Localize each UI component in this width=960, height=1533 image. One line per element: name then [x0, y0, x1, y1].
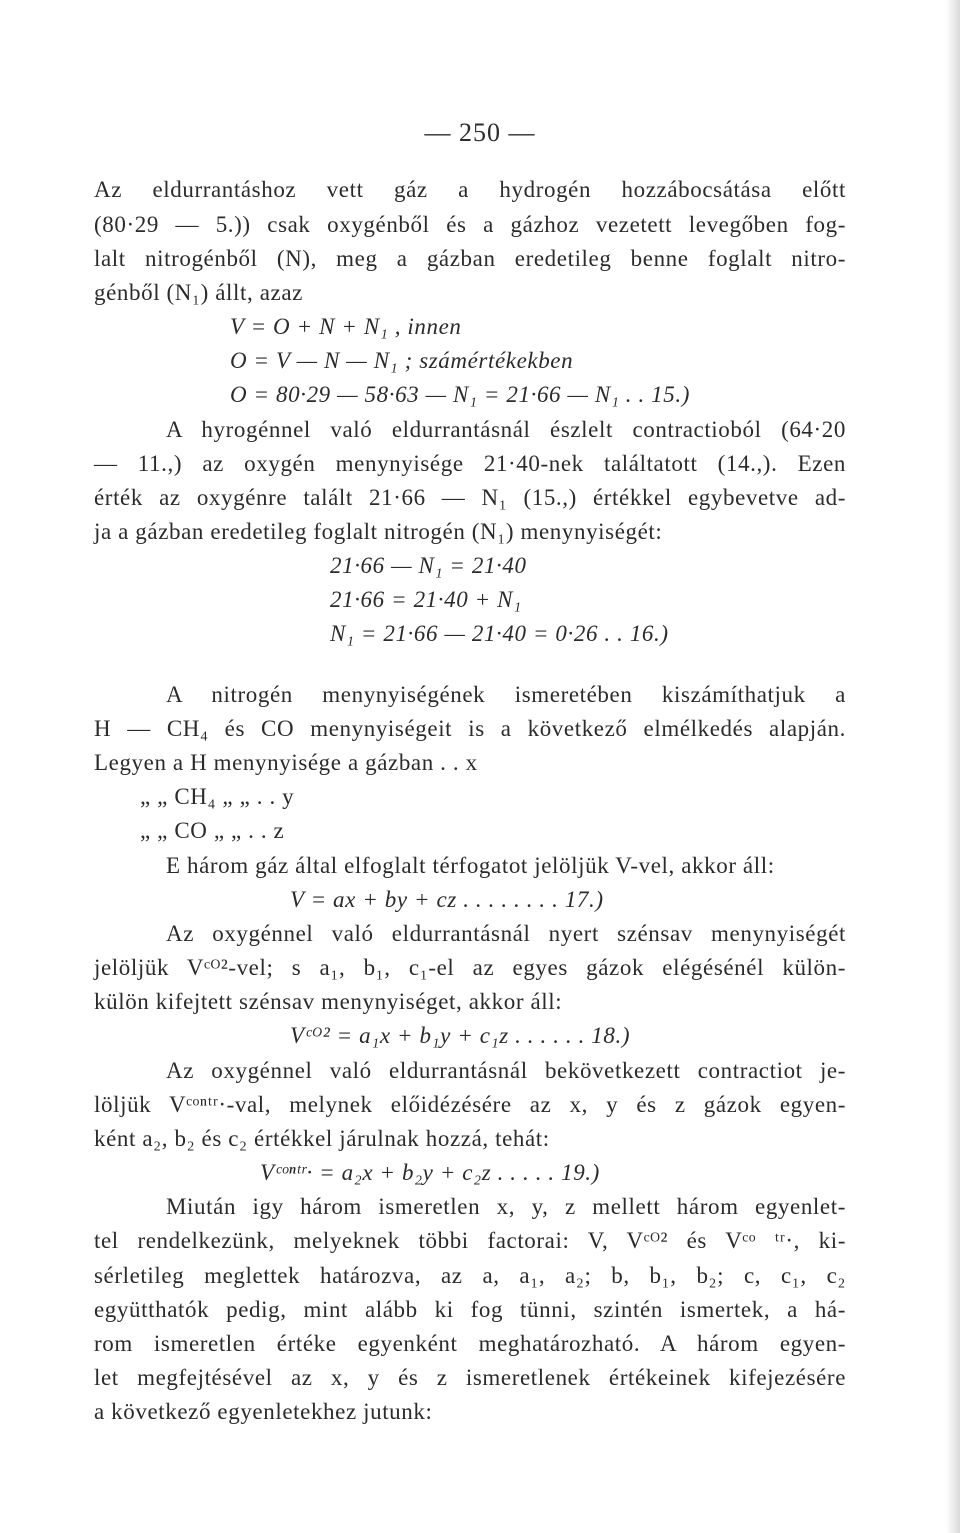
- equation-line: V = O + N + N₁ , innen: [230, 314, 462, 339]
- equation-line: O = V — N — N₁ ; számértékekben: [230, 348, 574, 373]
- text-line: — 11.,) az oxygén menynyisége 21·40-nek találtatott (14.,). Ezen: [94, 451, 846, 476]
- equation-line: Vᶜᴼ² = a₁x + b₁y + c₁z . . . . . . 18.): [290, 1023, 631, 1048]
- text-line: sérletileg meglettek határozva, az a, a₁, a₂; b, b₁, b₂; c, c₁, c₂: [94, 1263, 846, 1288]
- text-line: génből (N₁) állt, azaz: [94, 280, 303, 305]
- text-line: Miután igy három ismeretlen x, y, z mellett három egyenlet-: [166, 1194, 846, 1219]
- text-line: rom ismeretlen értéke egyenként meghatározható. A három egyen-: [94, 1331, 846, 1356]
- equation-line: N₁ = 21·66 — 21·40 = 0·26 . . 16.): [330, 621, 669, 646]
- text-line: lalt nitrogénből (N), meg a gázban eredetileg benne foglalt nitro-: [94, 246, 846, 271]
- text-line: Az oxygénnel való eldurrantásnál nyert szénsav menynyiségét: [166, 921, 846, 946]
- text-line: „ „ CO „ „ . . z: [140, 818, 285, 843]
- equation-line: 21·66 = 21·40 + N₁: [330, 587, 522, 612]
- equation-line: O = 80·29 — 58·63 — N₁ = 21·66 — N₁ . . 15.): [230, 382, 690, 407]
- text-line: (80·29 — 5.)) csak oxygénből és a gázhoz vezetett levegőben fog-: [94, 212, 846, 237]
- text-line: H — CH₄ és CO menynyiségeit is a következő elmélkedés alapján.: [94, 716, 846, 741]
- text-line: A nitrogén menynyiségének ismeretében kiszámíthatjuk a: [166, 682, 846, 707]
- page-edge-shadow: [946, 0, 960, 1533]
- text-line: érték az oxygénre talált 21·66 — N₁ (15.,) értékkel egybevetve ad-: [94, 485, 846, 510]
- text-line: Legyen a H menynyisége a gázban . . x: [94, 750, 478, 775]
- text-line: E három gáz által elfoglalt térfogatot jelöljük V-vel, akkor áll:: [166, 853, 775, 878]
- text-line: let megfejtésével az x, y és z ismeretlenek értékeinek kifejezésére: [94, 1365, 846, 1390]
- text-line: jelöljük Vᶜᴼ²-vel; s a₁, b₁, c₁-el az egyes gázok elégésénél külön-: [94, 955, 846, 980]
- equation-line: 21·66 — N₁ = 21·40: [330, 553, 527, 578]
- text-line: Az eldurrantáshoz vett gáz a hydrogén hozzábocsátása előtt: [94, 177, 846, 202]
- text-line: a következő egyenletekhez jutunk:: [94, 1399, 433, 1424]
- text-line: „ „ CH₄ „ „ . . y: [140, 784, 295, 809]
- text-line: külön kifejtett szénsav menynyiséget, akkor áll:: [94, 989, 563, 1014]
- text-line: tel rendelkezünk, melyeknek többi factorai: V, Vᶜᴼ² és Vᶜᵒ ᵗʳ·, ki-: [94, 1228, 846, 1253]
- text-line: ként a₂, b₂ és c₂ értékkel járulnak hozzá, tehát:: [94, 1126, 550, 1151]
- page-number: — 250 —: [424, 118, 536, 147]
- equation-line: V = ax + by + cz . . . . . . . . 17.): [290, 887, 604, 912]
- text-line: együtthatók pedig, mint alább ki fog tünni, szintén ismertek, a há-: [94, 1297, 846, 1322]
- text-line: A hyrogénnel való eldurrantásnál észlelt contractioból (64·20: [166, 417, 846, 442]
- equation-line: Vᶜᵒⁿᵗʳ· = a₂x + b₂y + c₂z . . . . . 19.): [260, 1160, 600, 1185]
- text-line: Az oxygénnel való eldurrantásnál bekövetkezett contractiot je-: [166, 1058, 846, 1083]
- text-line: löljük Vᶜᵒⁿᵗʳ·-val, melynek előidézésére az x, y és z gázok egyen-: [94, 1092, 846, 1117]
- text-line: ja a gázban eredetileg foglalt nitrogén (N₁) menynyiségét:: [94, 519, 663, 544]
